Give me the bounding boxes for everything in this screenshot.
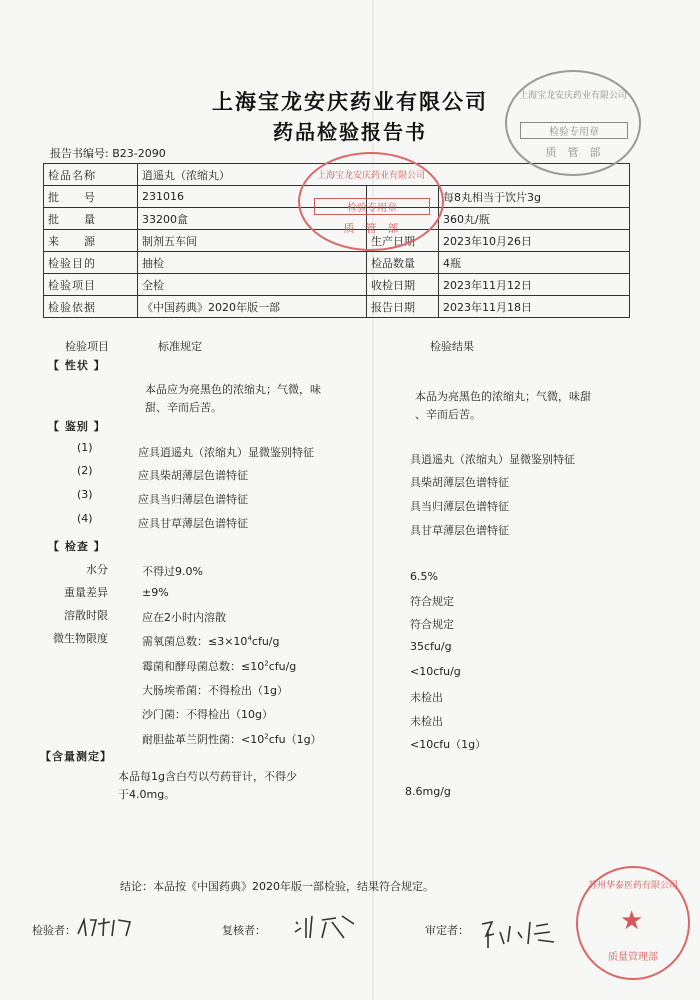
stamp-bottom-text: 质 管 部 [343,222,399,235]
company-seal [576,866,690,980]
inspection-stamp-gray [505,70,641,176]
sample-qty-label: 检品数量 [367,252,439,274]
ident-result: 具甘草薄层色谱特征 [410,524,509,537]
table-row [44,274,630,296]
character-result-line: 本品为亮黑色的浓缩丸；气微，味甜 [415,390,591,403]
source-value: 制剂五车间 [138,230,367,252]
assay-standard-line: 本品每1g含白芍以芍药苷计，不得少 [118,770,297,783]
disintegration-item: 溶散时限 [64,609,108,622]
table-row [44,252,630,274]
auditor-signature [478,916,558,955]
character-standard-line: 本品应为亮黑色的浓缩丸；气微，味 [145,383,321,396]
mold-standard [142,658,296,674]
report-date-label: 报告日期 [367,296,439,318]
water-standard: 不得过9.0% [142,565,203,578]
disintegration-standard: 应在2小时内溶散 [142,611,226,624]
source-label: 来 源 [44,230,138,252]
sample-qty-value: 4瓶 [439,252,630,274]
ident-no: (4) [77,512,93,525]
basis-value: 《中国药典》2020年版一部 [138,296,367,318]
microbial-item: 微生物限度 [53,632,108,645]
report-number-value: B23-2090 [112,147,166,160]
assay-result: 8.6mg/g [405,785,451,798]
ident-no: (2) [77,464,93,477]
aerobic-standard-text: 需氧菌总数：≤3×10 [142,635,248,648]
recv-date-value: 2023年11月12日 [439,274,630,296]
stamp-middle-text: 检验专用章 [520,122,628,139]
mold-standard-unit: cfu/g [268,660,297,673]
character-standard [145,381,321,417]
section-inspection: 【 检查 】 [48,540,106,553]
mold-standard-text: 霉菌和酵母菌总数：≤10 [142,660,265,673]
reviewer-signature [292,912,358,947]
column-header-result: 检验结果 [430,340,474,353]
report-number-label: 报告书编号: [50,147,109,160]
character-result-line: 、辛而后苦。 [415,408,481,421]
purpose-value: 抽检 [138,252,367,274]
star-icon: ★ [620,906,644,936]
aerobic-standard-exponent: 4 [247,634,252,643]
seal-arc-text: 苏州华泰医药有限公司 [587,881,678,891]
aerobic-standard [142,633,280,649]
bile-standard-text: 耐胆盐革兰阴性菌：<10 [142,733,265,746]
batch-label: 批 号 [44,186,138,208]
seal-bottom-text: 质量管理部 [608,952,658,963]
salmonella-result: 未检出 [410,715,443,728]
inspection-stamp-red [298,152,444,251]
pack-value: 360丸/瓶 [439,208,630,230]
ident-result: 具当归薄层色谱特征 [410,500,509,513]
bile-standard-exponent: 2 [264,732,269,741]
spec-value: 每8丸相当于饮片3g [439,186,630,208]
water-result: 6.5% [410,570,438,583]
ident-no: (1) [77,441,93,454]
weight-item: 重量差异 [64,586,108,599]
purpose-label: 检验目的 [44,252,138,274]
assay-standard [118,768,297,804]
stamp-arc-text: 上海宝龙安庆药业有限公司 [518,91,627,101]
tester-signature [76,914,132,945]
report-number [50,145,166,161]
mfg-date-label: 生产日期 [367,230,439,252]
character-standard-line: 甜、辛而后苦。 [145,401,222,414]
bile-result: <10cfu（1g） [410,738,487,751]
stamp-middle-text: 检验专用章 [314,198,430,215]
section-identification: 【 鉴别 】 [48,420,106,433]
ident-standard: 应具甘草薄层色谱特征 [138,517,248,530]
product-label: 检品名称 [44,164,138,186]
quantity-label: 批 量 [44,208,138,230]
section-character: 【 性状 】 [48,359,106,372]
ident-standard: 应具当归薄层色谱特征 [138,493,248,506]
section-assay: 【含量测定】 [40,750,112,763]
ident-standard: 应具逍遥丸（浓缩丸）显微鉴别特征 [138,446,314,459]
ident-standard: 应具柴胡薄层色谱特征 [138,469,248,482]
column-header-standard: 标准规定 [158,340,202,353]
water-item: 水分 [86,563,108,576]
ident-result: 具逍遥丸（浓缩丸）显微鉴别特征 [410,453,575,466]
aerobic-standard-unit: cfu/g [251,635,280,648]
salmonella-standard: 沙门菌：不得检出（10g） [142,708,273,721]
page-fold-line [372,0,374,1000]
test-item-value: 全检 [138,274,367,296]
bile-standard [142,731,322,747]
tester-label: 检验者： [32,924,76,937]
reviewer-label: 复核者： [222,924,266,937]
disintegration-result: 符合规定 [410,618,454,631]
table-row [44,296,630,318]
weight-standard: ±9% [142,586,169,599]
conclusion: 结论：本品按《中国药典》2020年版一部检验，结果符合规定。 [120,880,434,893]
recv-date-label: 收检日期 [367,274,439,296]
character-result [415,388,591,424]
aerobic-result: 35cfu/g [410,640,452,653]
product-value: 逍遥丸（浓缩丸） [138,164,630,186]
bile-standard-unit: cfu（1g） [268,733,322,746]
mfg-date-value: 2023年10月26日 [439,230,630,252]
stamp-bottom-text: 质 管 部 [545,146,601,159]
test-item-label: 检验项目 [44,274,138,296]
ident-no: (3) [77,488,93,501]
ident-result: 具柴胡薄层色谱特征 [410,476,509,489]
assay-standard-line: 于4.0mg。 [118,788,176,801]
mold-standard-exponent: 2 [264,659,269,668]
document-title: 药品检验报告书 [273,120,427,144]
company-title: 上海宝龙安庆药业有限公司 [212,89,488,114]
basis-label: 检验依据 [44,296,138,318]
batch-value: 231016 [138,186,367,208]
auditor-label: 审定者： [425,924,469,937]
quantity-value: 33200盒 [138,208,367,230]
ecoli-standard: 大肠埃希菌：不得检出（1g） [142,684,288,697]
report-date-value: 2023年11月18日 [439,296,630,318]
column-header-item: 检验项目 [65,340,109,353]
mold-result: <10cfu/g [410,665,461,678]
weight-result: 符合规定 [410,595,454,608]
ecoli-result: 未检出 [410,691,443,704]
stamp-arc-text: 上海宝龙安庆药业有限公司 [316,171,425,181]
